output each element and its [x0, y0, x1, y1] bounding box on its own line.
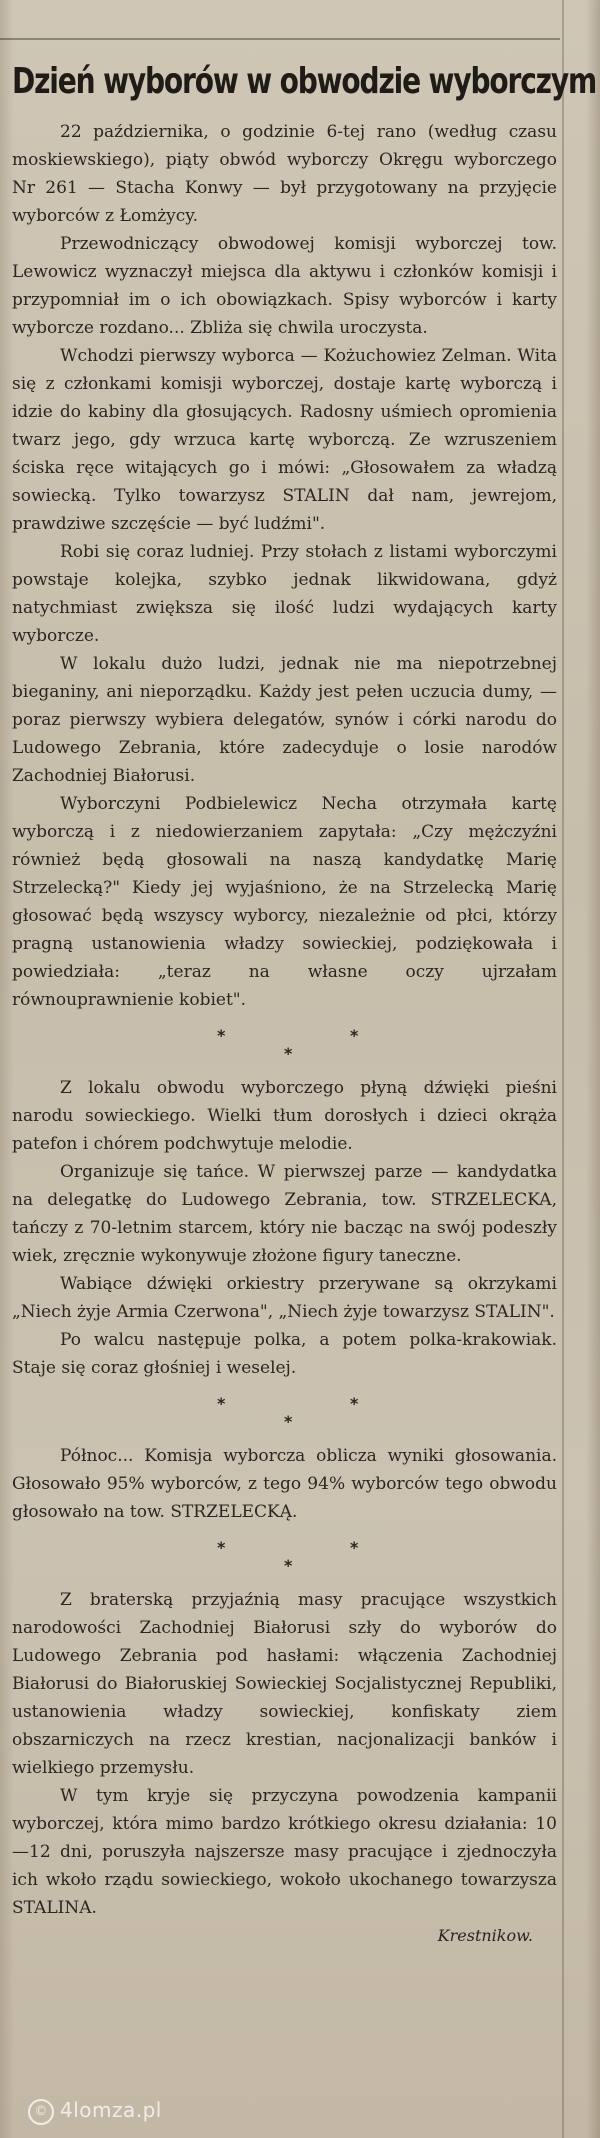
- paragraph: W lokalu dużo ludzi, jednak nie ma niepotrzebnej bieganiny, ani nieporządku. Każdy jest pełen uczucia dumy, — poraz pierwszy wybiera delegatów, synów i córki narodu do Ludowego Zebrania, które zadecyduje o losie narodów Zachodniej Białorusi.: [12, 654, 557, 786]
- copyright-icon: ©: [28, 2099, 54, 2125]
- paragraph: Północ... Komisja wyborcza oblicza wyniki głosowania. Głosowało 95% wyborców, z tego 94% wyborców tego obwodu głosowało na tow. STRZELECKĄ.: [12, 1446, 557, 1522]
- paragraph: Z lokalu obwodu wyborczego płyną dźwięki pieśni narodu sowieckiego. Wielki tłum dorosłych i dzieci okrąża patefon i chórem podchwytuje melodie.: [12, 1078, 557, 1154]
- article-body-part-4: [12, 1586, 557, 1922]
- separator-star: *: [284, 1044, 293, 1063]
- paragraph: Organizuje się tańce. W pierwszej parze — kandydatka na delegatkę do Ludowego Zebrania, tow. STRZELECKA, tańczy z 70-letnim starcem, który nie bacząc na swój podeszły wiek, zręcznie wykonywuje złożone figury taneczne.: [12, 1162, 557, 1266]
- paragraph: Robi się coraz ludniej. Przy stołach z listami wyborczymi powstaje kolejka, szybko jednak likwidowana, gdyż natychmiast zwiększa się ilość ludzi wydających karty wyborcze.: [12, 542, 557, 646]
- article-column: [12, 20, 597, 1950]
- paragraph: Wyborczyni Podbielewicz Necha otrzymała kartę wyborczą i z niedowierzaniem zapytała: „Czy mężczyźni również będą głosowali na naszą kandydatkę Marię Strzelecką?" Kiedy jej wyjaśniono, że na Strzelecką Marię głosować będą wszyscy wyborcy, niezależnie od płci, którzy pragną ustanowienia władzy sowieckiej, podziękowała i powiedziała: „teraz na własne oczy ujrzałam równouprawnienie kobiet".: [12, 794, 557, 1010]
- section-separator: [12, 1526, 557, 1586]
- watermark-text: 4lomza.pl: [60, 2098, 162, 2122]
- separator-star: *: [217, 1026, 226, 1045]
- separator-star: *: [217, 1394, 226, 1413]
- article-body-part-2: [12, 1074, 557, 1382]
- paragraph: Po walcu następuje polka, a potem polka-krakowiak. Staje się coraz głośniej i weselej.: [12, 1330, 557, 1378]
- paragraph: Wabiące dźwięki orkiestry przerywane są okrzykami „Niech żyje Armia Czerwona", „Niech żyje towarzysz STALIN".: [12, 1274, 557, 1322]
- separator-star: *: [284, 1412, 293, 1431]
- article-body-part-1: [12, 118, 557, 1014]
- separator-star: *: [350, 1394, 359, 1413]
- paragraph: W tym kryje się przyczyna powodzenia kampanii wyborczej, która mimo bardzo krótkiego okresu działania: 10—12 dni, poruszyła najszersze masy pracujące i zjednoczyła ich wkoło rządu sowieckiego, wokoło ukochanego towarzysza STALINA.: [12, 1786, 557, 1918]
- paragraph: Przewodniczący obwodowej komisji wyborczej tow. Lewowicz wyznaczył miejsca dla aktywu i członków komisji i przypomniał im o ich obowiązkach. Spisy wyborców i karty wyborcze rozdano... Zbliża się chwila uroczysta.: [12, 234, 557, 338]
- separator-star: *: [217, 1538, 226, 1557]
- site-watermark: [28, 2098, 162, 2125]
- section-separator: [12, 1014, 557, 1074]
- author-signature: Krestnikow.: [437, 1926, 533, 1945]
- column-divider: [562, 0, 564, 2138]
- paragraph: Z braterską przyjaźnią masy pracujące wszystkich narodowości Zachodniej Białorusi szły do wyborów do Ludowego Zebrania pod hasłami: włączenia Zachodniej Białorusi do Białoruskiej Sowieckiej Socjalistycznej Republiki, ustanowienia władzy sowieckiej, konfiskaty ziem obszarniczych na rzecz krestian, nacjonalizacji banków i wielkiego przemysłu.: [12, 1590, 557, 1778]
- separator-star: *: [350, 1026, 359, 1045]
- separator-star: *: [350, 1538, 359, 1557]
- section-separator: [12, 1382, 557, 1442]
- paragraph: Wchodzi pierwszy wyborca — Kożuchowiez Zelman. Wita się z członkami komisji wyborczej, dostaje kartę wyborczą i idzie do kabiny dla głosujących. Radosny uśmiech opromienia twarz jego, gdy wrzuca kartę wyborczą. Ze wzruszeniem ściska ręce witających go i mówi: „Głosowałem za władzą sowiecką. Tylko towarzysz STALIN dał nam, jewrejom, prawdziwe szczęście — być ludźmi".: [12, 346, 557, 534]
- paragraph: 22 października, o godzinie 6-tej rano (według czasu moskiewskiego), piąty obwód wyborczy Okręgu wyborczego Nr 261 — Stacha Konwy — był przygotowany na przyjęcie wyborców z Łomżycy.: [12, 122, 557, 226]
- article-body-part-3: [12, 1442, 557, 1526]
- separator-star: *: [284, 1556, 293, 1575]
- article-headline: Dzień wyborów w obwodzie wyborczym: [12, 61, 597, 102]
